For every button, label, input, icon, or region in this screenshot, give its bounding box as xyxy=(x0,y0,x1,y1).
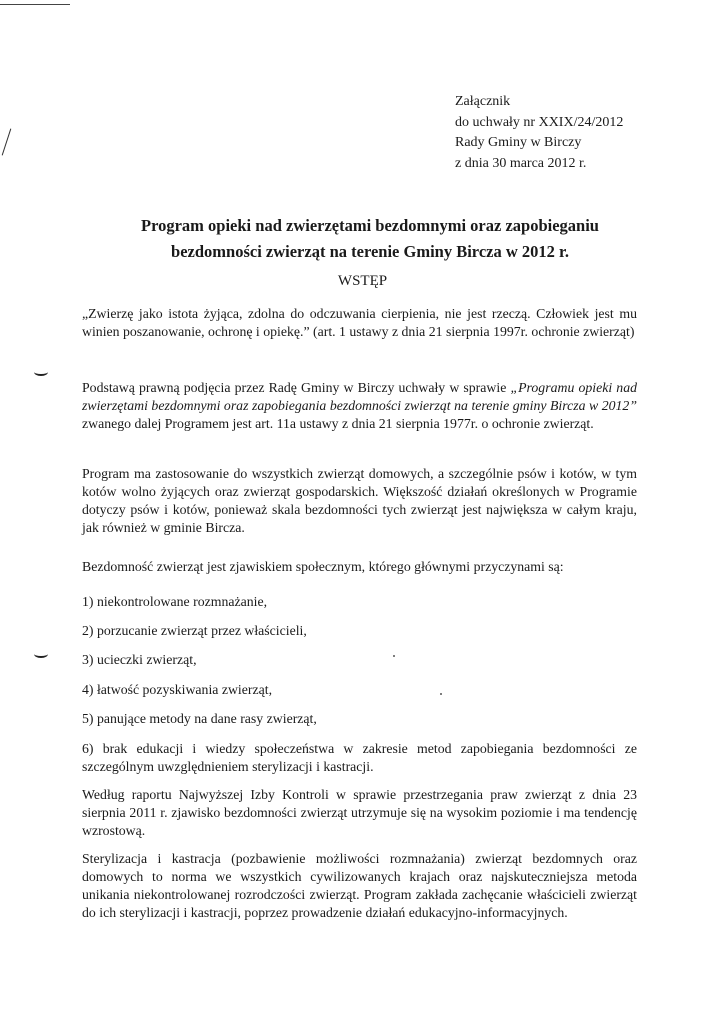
legal-basis-text: Podstawą prawną podjęcia przez Radę Gminy w Birczy uchwały w sprawie xyxy=(82,380,511,395)
legal-basis-text-end: zwanego dalej Programem jest art. 11a ustawy z dnia 21 sierpnia 1977r. o ochronie zwierząt. xyxy=(82,416,594,431)
attachment-line: Załącznik xyxy=(455,94,511,109)
list-item: 5) panujące metody na dane rasy zwierząt, xyxy=(82,711,317,726)
stray-dot xyxy=(393,655,395,657)
section-heading: WSTĘP xyxy=(337,273,388,289)
attachment-line: Rady Gminy w Birczy xyxy=(455,135,582,150)
paragraph-quote: „Zwierzę jako istota żyjąca, zdolna do odczuwania cierpienia, nie jest rzeczą. Człowiek jest mu winien poszanowanie, ochronę i opiekę.” (art. 1 ustawy z dnia 21 sierpnia 1997r. ochronie zwierząt) xyxy=(82,306,637,339)
paragraph-sterilization: Sterylizacja i kastracja (pozbawienie możliwości rozmnażania) zwierząt bezdomnych oraz domowych to norma we wszystkich cywilizowanych krajach oraz najskuteczniejsza metoda unikania niekontrolowanej rozrodczości zwierząt. Program zakłada zachęcanie właścicieli zwierząt do ich sterylizacji i kastracji, poprzez prowadzenie działań edukacyjno-informacyjnych. xyxy=(82,851,637,920)
paragraph-nik-report: Według raportu Najwyższej Izby Kontroli w sprawie przestrzegania praw zwierząt z dnia 23 sierpnia 2011 r. zjawisko bezdomności zwierząt utrzymuje się na wysokim poziomie i ma tendencję wzrostową. xyxy=(82,787,637,838)
list-item: 4) łatwość pozyskiwania zwierząt, xyxy=(82,682,273,697)
title-line: bezdomności zwierząt na terenie Gminy Bircza w 2012 r. xyxy=(171,242,569,261)
top-edge-line xyxy=(0,4,70,5)
attachment-line: z dnia 30 marca 2012 r. xyxy=(455,155,587,171)
list-item: 1) niekontrolowane rozmnażanie, xyxy=(82,594,268,609)
margin-check-mark xyxy=(34,650,48,658)
program-name-italic: „Programu opieki nad zwierzętami bezdomnymi oraz zapobiegania bezdomności zwierząt na terenie gminy Bircza w 2012” xyxy=(82,380,637,413)
list-item-long: 6) brak edukacji i wiedzy społeczeństwa w zakresie metod zapobiegania bezdomności ze szczególnym uwzględnieniem sterylizacji i kastracji. xyxy=(82,741,637,774)
document-title xyxy=(60,213,680,265)
margin-pen-stroke xyxy=(2,129,12,156)
list-item: 2) porzucanie zwierząt przez właścicieli, xyxy=(82,623,307,638)
stray-dot xyxy=(440,693,442,695)
attachment-note xyxy=(455,92,623,174)
paragraph-causes-intro: Bezdomność zwierząt jest zjawiskiem społecznym, którego głównymi przyczynami są: xyxy=(82,559,564,574)
paragraph-legal-basis xyxy=(82,379,637,433)
margin-check-mark xyxy=(34,368,48,376)
title-line: Program opieki nad zwierzętami bezdomnymi oraz zapobieganiu xyxy=(141,216,599,235)
paragraph-scope: Program ma zastosowanie do wszystkich zwierząt domowych, a szczególnie psów i kotów, w tym kotów wolno żyjących oraz zwierząt gospodarskich. Większość działań określonych w Programie dotyczy psów i kotów, ponieważ skala bezdomności tych zwierząt jest największa w całym kraju, jak również w gminie Bircza. xyxy=(82,466,637,535)
list-item: 3) ucieczki zwierząt, xyxy=(82,652,197,667)
attachment-line: do uchwały nr XXIX/24/2012 xyxy=(455,114,624,130)
